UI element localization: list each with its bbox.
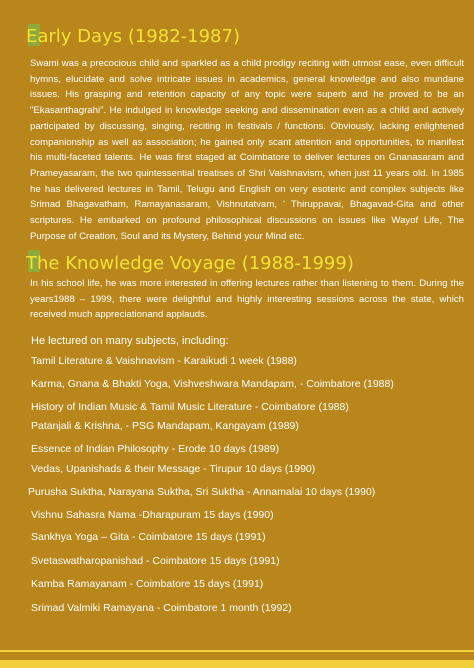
lecture-item: Patanjali & Krishna, - PSG Mandapam, Kangayam (1989) [31,420,299,432]
lecture-item: Srimad Valmiki Ramayana - Coimbatore 1 month (1992) [31,602,292,614]
section-title-knowledge-voyage: The Knowledge Voyage (1988-1999) [26,253,354,274]
lecture-item: Vedas, Upanishads & their Message - Tirupur 10 days (1990) [31,463,316,475]
lecture-item: Svetaswatharopanishad - Coimbatore 15 days (1991) [31,555,280,567]
lecture-item: Essence of Indian Philosophy - Erode 10 days (1989) [31,443,280,455]
section-body-knowledge-voyage: In his school life, he was more interested in offering lectures rather than listening to them. During the years1988 – 1999, there were delightful and highly interesting sessions across the state, which received much appreciationand applauds. [30,278,464,321]
lectures-heading: He lectured on many subjects, including: [31,335,229,347]
lecture-item: Tamil Literature & Vaishnavism - Karaikudi 1 week (1988) [31,355,297,367]
bottom-rule-thick [0,660,474,668]
lecture-item: Purusha Suktha, Narayana Suktha, Sri Suktha - Annamalai 10 days (1990) [28,486,376,498]
section-title-early-days: Early Days (1982-1987) [26,26,240,47]
bottom-rule-thin [0,650,474,652]
lecture-item: Vishnu Sahasra Nama -Dharapuram 15 days (1990) [31,509,274,521]
lecture-item: Karma, Gnana & Bhakti Yoga, Vishveshwara Mandapam, - Coimbatore (1988) [31,378,394,390]
lecture-item: Sankhya Yoga – Gita - Coimbatore 15 days (1991) [31,531,266,543]
lecture-item: History of Indian Music & Tamil Music Literature - Coimbatore (1988) [31,401,349,413]
lecture-item: Kamba Ramayanam - Coimbatore 15 days (1991) [31,578,264,590]
section-body-early-days: Swami was a precocious child and sparkled as a child prodigy reciting with utmost ease, even difficult hymns, elucidate and solve intricate issues in academics, general knowledge and also mundane issues. His grasping and retention capacity of any topic were superb and he proved to be an "Ekasanthagrahi". He indulged in knowledge seeking and dissemination even as a child and actively participated by discussing, singing, reciting in festivals / functions. Obviously, lacking enlightened companionship as well as association; he gained only scant attention and opportunities, to manifest his multi-faceted talents. He was first staged at Coimbatore to deliver lectures on Gnanasaram and Prameyasaram, the two quintessential treatises of Shri Vaishnavism, when just 11 years old. In 1985 he has delivered lectures in Tamil, Telugu and English on very esoteric and complex subjects like Srimad Bhagavatham, Ramayanasaram, Vishnutatvam, ' Thiruppavai, Bhagavad-Gita and other scriptures. He embarked on profound philosophical discussions on issues like Wayof Life, The Purpose of Creation, Soul and its Mystery, Behind your Mind etc. [30,58,464,242]
